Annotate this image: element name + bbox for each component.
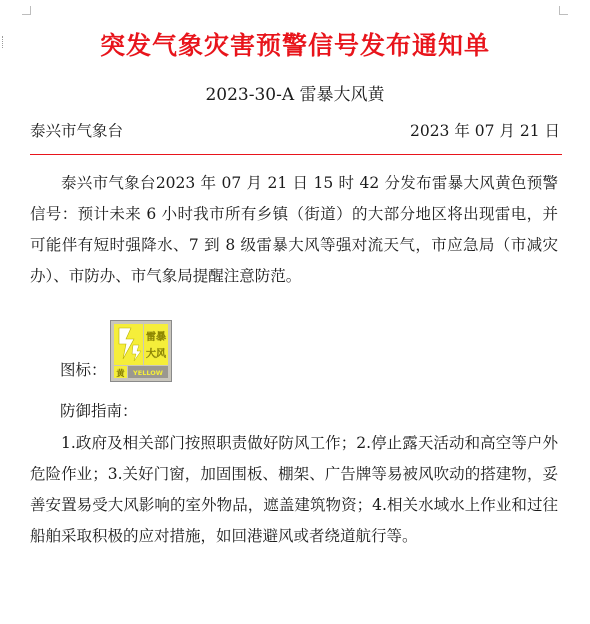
document-title: 突发气象灾害预警信号发布通知单 xyxy=(99,31,490,60)
issue-code: 2023-30-A 雷暴大风黄 xyxy=(205,85,385,105)
icon-row xyxy=(60,318,172,382)
signal-text-bottom-left: 黄 xyxy=(116,369,125,378)
signal-text-top: 雷暴 xyxy=(145,332,166,343)
warning-body-paragraph: 泰兴市气象台2023 年 07 月 21 日 15 时 42 分发布雷暴大风黄色预警信号：预计未来 6 小时我市所有乡镇（街道）的大部分地区将出现雷电，并可能伴有短时强降水、7 到 8 级雷暴大风等强对流天气，市应急局（市减灾办）、市防办、市气象局提醒注意防范。 xyxy=(30,174,558,285)
warning-signal-graphic xyxy=(113,323,169,379)
icon-label: 图标： xyxy=(60,361,107,379)
signal-text-mid: 大风 xyxy=(145,349,166,360)
guide-body-paragraph: 1.政府及相关部门按照职责做好防风工作；2.停止露天活动和高空等户外危险作业；3.关好门窗，加固围板、棚架、广告牌等易被风吹动的搭建物，妥善安置易受大风影响的室外物品，遮盖建筑物资；4.相关水域水上作业和过往船舶采取积极的应对措施，如回港避风或者绕道航行等。 xyxy=(30,434,558,545)
page-corner-mark-top-right xyxy=(559,6,568,15)
issue-date: 2023 年 07 月 21 日 xyxy=(409,122,560,140)
issuer-name: 泰兴市气象台 xyxy=(30,122,124,140)
page-corner-mark-top-left xyxy=(22,6,31,15)
red-divider xyxy=(30,154,562,155)
thunderstorm-wind-yellow-warning-icon xyxy=(110,320,172,382)
guide-title: 防御指南： xyxy=(60,402,138,420)
issue-meta-row xyxy=(30,119,560,141)
signal-text-bottom-right: YELLOW xyxy=(132,369,163,377)
